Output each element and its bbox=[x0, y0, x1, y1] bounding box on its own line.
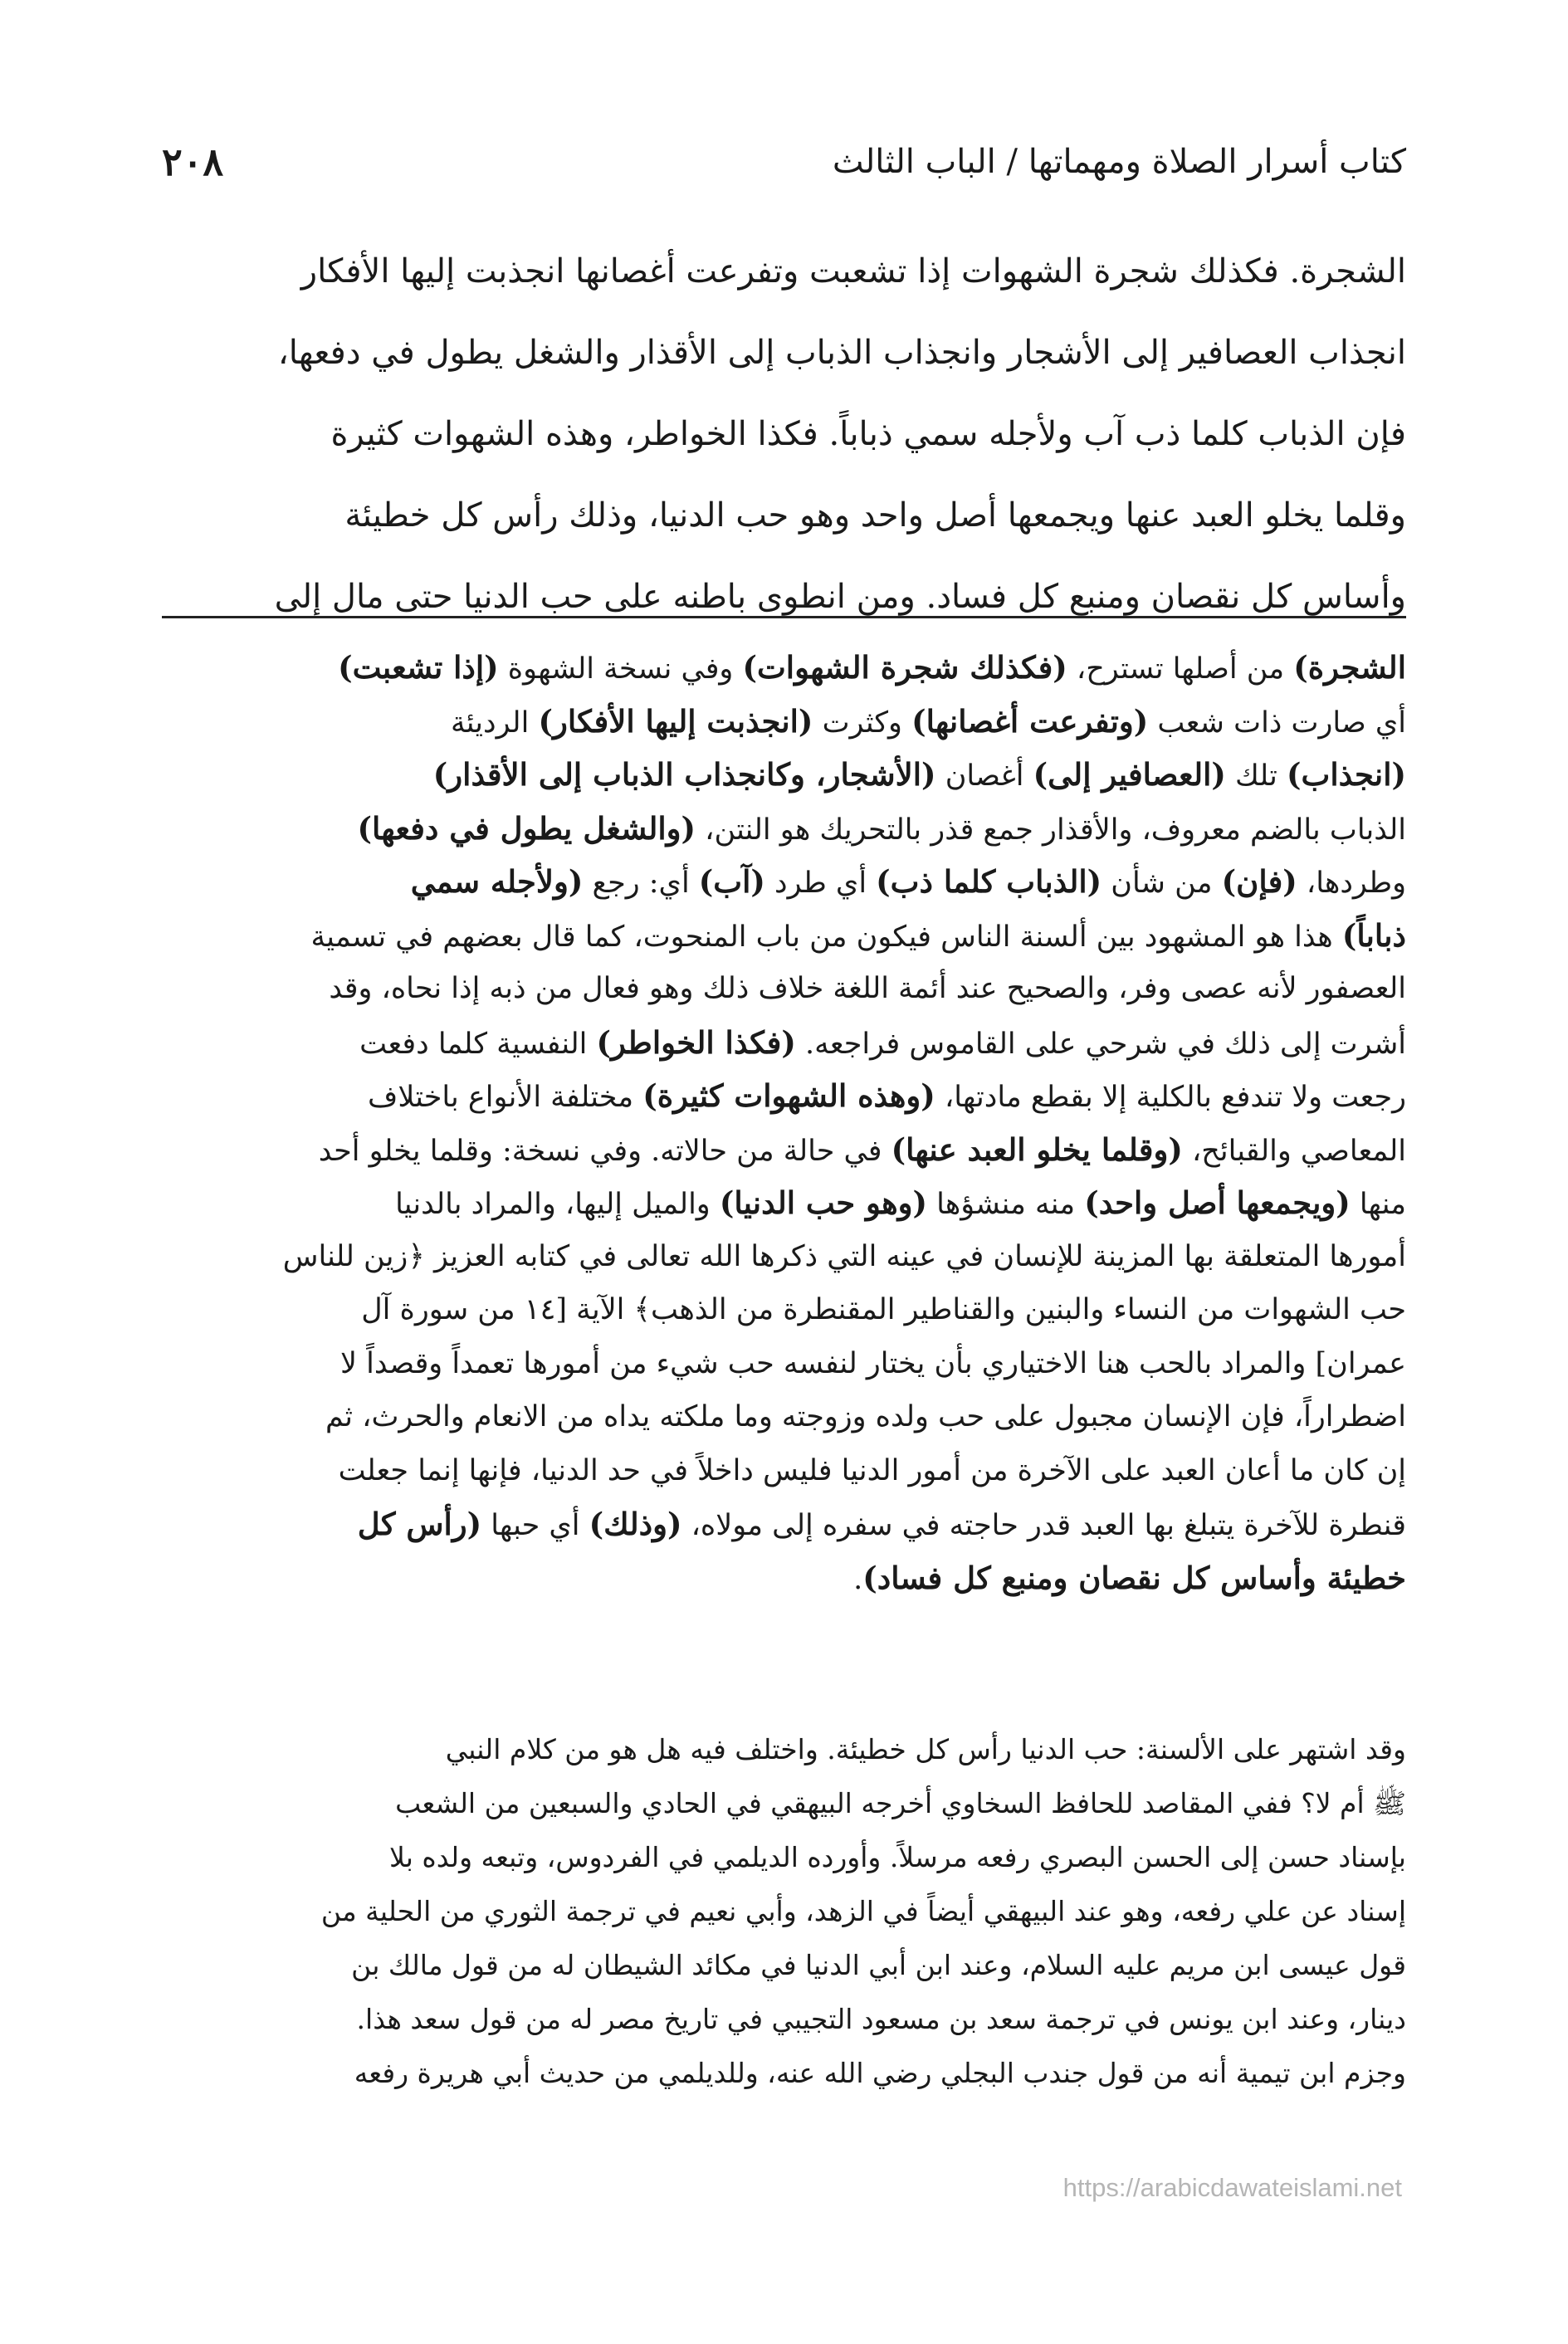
main-text-line: وقلما يخلو العبد عنها ويجمعها أصل واحد وهو حب الدنيا، وذلك رأس كل خطيئة bbox=[344, 496, 1406, 535]
commentary-line: الذباب بالضم معروف، والأقذار جمع قذر بالتحريك هو النتن، (والشغل يطول في دفعها) bbox=[357, 809, 1406, 847]
footnote-divider bbox=[162, 616, 1406, 618]
commentary-line: عمران] والمراد بالحب هنا الاختياري بأن يختار لنفسه حب شيء من أمورها تعمداً وقصداً لا bbox=[340, 1346, 1406, 1380]
note-line: بإسناد حسن إلى الحسن البصري رفعه مرسلاً. وأورده الديلمي في الفردوس، وتبعه ولده بلا bbox=[389, 1841, 1406, 1873]
page-header bbox=[162, 137, 1406, 195]
main-text-line: وأساس كل نقصان ومنبع كل فساد. ومن انطوى باطنه على حب الدنيا حتى مال إلى bbox=[274, 578, 1406, 616]
commentary-line: ذباباً) هذا هو المشهود بين ألسنة الناس فيكون من باب المنحوت، كما قال بعضهم في تسمية bbox=[310, 916, 1406, 954]
commentary-line: خطيئة وأساس كل نقصان ومنبع كل فساد). bbox=[853, 1559, 1406, 1596]
commentary-line: أي صارت ذات شعب (وتفرعت أغصانها) وكثرت (انجذبت إليها الأفكار) الرديئة bbox=[450, 702, 1406, 740]
commentary-text bbox=[162, 641, 1406, 1604]
running-title: كتاب أسرار الصلاة ومهماتها / الباب الثالث bbox=[832, 143, 1406, 181]
commentary-line: منها (ويجمعها أصل واحد) منه منشؤها (وهو حب الدنيا) والميل إليها، والمراد بالدنيا bbox=[395, 1184, 1406, 1221]
watermark: https://arabicdawateislami.net bbox=[1062, 2173, 1402, 2202]
note-paragraph bbox=[162, 1722, 1406, 2100]
note-line: دينار، وعند ابن يونس في ترجمة سعد بن مسعود التجيبي في تاريخ مصر له من قول سعد هذا. bbox=[356, 2003, 1406, 2035]
commentary-line: (انجذاب) تلك (العصافير إلى) أغصان (الأشجار، وكانجذاب الذباب إلى الأقذار) bbox=[432, 756, 1406, 793]
commentary-line: المعاصي والقبائح، (وقلما يخلو العبد عنها) في حالة من حالاته. وفي نسخة: وقلما يخلو أحد bbox=[318, 1130, 1406, 1168]
note-line: إسناد عن علي رفعه، وهو عند البيهقي أيضاً في الزهد، وأبي نعيم في ترجمة الثوري من الحلية من bbox=[320, 1895, 1406, 1927]
main-text-line: فإن الذباب كلما ذب آب ولأجله سمي ذباباً. فكذا الخواطر، وهذه الشهوات كثيرة bbox=[330, 415, 1406, 453]
commentary-line: إن كان ما أعان العبد على الآخرة من أمور الدنيا فليس داخلاً في حد الدنيا، فإنها إنما جعلت bbox=[338, 1453, 1406, 1487]
commentary-line: رجعت ولا تندفع بالكلية إلا بقطع مادتها، (وهذه الشهوات كثيرة) مختلفة الأنواع باختلاف bbox=[368, 1077, 1406, 1114]
commentary-line: أشرت إلى ذلك في شرحي على القاموس فراجعه. (فكذا الخواطر) النفسية كلما دفعت bbox=[359, 1023, 1406, 1061]
note-line: ﷺ أم لا؟ ففي المقاصد للحافظ السخاوي أخرجه البيهقي في الحادي والسبعين من الشعب bbox=[395, 1787, 1406, 1819]
note-line: وقد اشتهر على الألسنة: حب الدنيا رأس كل خطيئة. واختلف فيه هل هو من كلام النبي bbox=[445, 1733, 1406, 1765]
note-line: قول عيسى ابن مريم عليه السلام، وعند ابن أبي الدنيا في مكائد الشيطان له من قول مالك بن bbox=[351, 1949, 1406, 1981]
commentary-line: العصفور لأنه عصى وفر، والصحيح عند أئمة اللغة خلاف ذلك وهو فعال من ذبه إذا نحاه، وقد bbox=[329, 972, 1406, 1005]
commentary-line: وطردها، (فإن) من شأن (الذباب كلما ذب) أي طرد (آب) أي: رجع (ولأجله سمي bbox=[410, 863, 1406, 900]
main-text bbox=[162, 231, 1406, 637]
commentary-line: قنطرة للآخرة يتبلغ بها العبد قدر حاجته في سفره إلى مولاه، (وذلك) أي حبها (رأس كل bbox=[357, 1506, 1406, 1542]
commentary-line: الشجرة) من أصلها تسترح، (فكذلك شجرة الشهوات) وفي نسخة الشهوة (إذا تشعبت) bbox=[338, 649, 1406, 686]
commentary-line: حب الشهوات من النساء والبنين والقناطير المقنطرة من الذهب﴾ الآية [١٤ من سورة آل bbox=[361, 1293, 1406, 1326]
page-number: ٢٠٨ bbox=[162, 139, 224, 184]
commentary-line: أمورها المتعلقة بها المزينة للإنسان في عينه التي ذكرها الله تعالى في كتابه العزيز ﴿زين للناس bbox=[282, 1239, 1406, 1273]
main-text-line: الشجرة. فكذلك شجرة الشهوات إذا تشعبت وتفرعت أغصانها انجذبت إليها الأفكار bbox=[300, 252, 1406, 291]
note-line: وجزم ابن تيمية أنه من قول جندب البجلي رضي الله عنه، وللديلمي من حديث أبي هريرة رفعه bbox=[354, 2057, 1406, 2089]
commentary-line: اضطراراً، فإن الإنسان مجبول على حب ولده وزوجته وما ملكته يداه من الانعام والحرث، ثم bbox=[325, 1400, 1406, 1433]
main-text-line: انجذاب العصافير إلى الأشجار وانجذاب الذباب إلى الأقذار والشغل يطول في دفعها، bbox=[277, 334, 1406, 372]
